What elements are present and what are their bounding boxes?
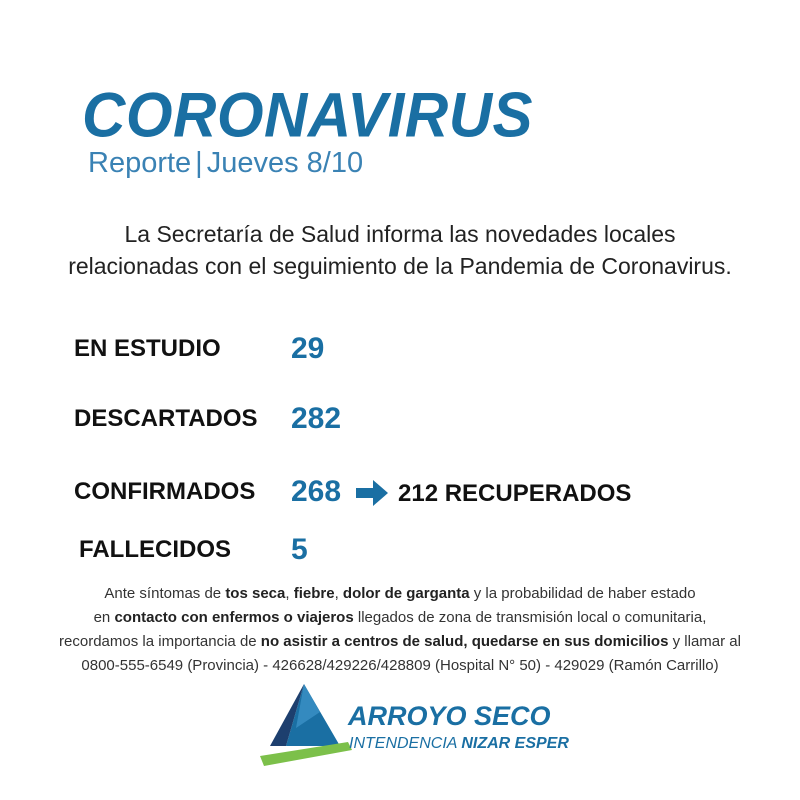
note-text: , <box>334 585 343 602</box>
note-line-2 <box>14 606 786 630</box>
triangle-logo-icon <box>256 684 352 768</box>
note-line-3 <box>14 630 786 654</box>
logo-sub-text: INTENDENCIA <box>349 735 462 752</box>
confirmados-label: CONFIRMADOS <box>74 478 256 505</box>
logo-sub-name: NIZAR ESPER <box>461 735 569 752</box>
note-text: y la probabilidad de haber estado <box>469 585 696 602</box>
health-advice-note <box>14 582 786 678</box>
note-emphasis: no asistir a centros de salud, quedarse en sus domicilios <box>260 633 669 650</box>
subtitle-report: Reporte <box>88 147 192 179</box>
arrow-right-icon <box>356 479 388 507</box>
confirmados-value: 268 <box>291 475 342 508</box>
en-estudio-value: 29 <box>291 332 325 365</box>
report-subtitle <box>88 148 363 180</box>
intro-line-1: La Secretaría de Salud informa las novedades locales <box>124 221 676 247</box>
note-phone-line: 0800-555-6549 (Provincia) - 426628/429226/428809 (Hospital N° 50) - 429029 (Ramón Carrillo) <box>81 657 719 674</box>
fallecidos-label: FALLECIDOS <box>79 536 232 563</box>
en-estudio-label: EN ESTUDIO <box>74 335 221 362</box>
page-title: CORONAVIRUS <box>82 79 534 151</box>
descartados-label: DESCARTADOS <box>74 405 258 432</box>
recuperados-label: 212 RECUPERADOS <box>398 480 632 507</box>
note-text: recordamos la importancia de <box>59 633 261 650</box>
note-emphasis: dolor de garganta <box>342 585 470 602</box>
intro-paragraph <box>20 218 780 282</box>
subtitle-date: Jueves 8/10 <box>206 147 364 179</box>
note-line-1 <box>14 582 786 606</box>
note-emphasis: tos seca <box>225 585 286 602</box>
logo-subtitle <box>349 736 569 752</box>
note-text: y llamar al <box>668 633 741 650</box>
descartados-value: 282 <box>291 402 342 435</box>
note-text: , <box>285 585 294 602</box>
note-text: en <box>93 609 115 626</box>
note-emphasis: fiebre <box>293 585 335 602</box>
note-text: Ante síntomas de <box>104 585 226 602</box>
fallecidos-value: 5 <box>291 533 308 566</box>
intro-line-2: relacionadas con el seguimiento de la Pandemia de Coronavirus. <box>68 253 732 279</box>
subtitle-separator: | <box>195 147 203 179</box>
note-text: llegados de zona de transmisión local o comunitaria, <box>353 609 707 626</box>
note-emphasis: contacto con enfermos o viajeros <box>114 609 354 626</box>
logo-name: ARROYO SECO <box>348 701 551 731</box>
